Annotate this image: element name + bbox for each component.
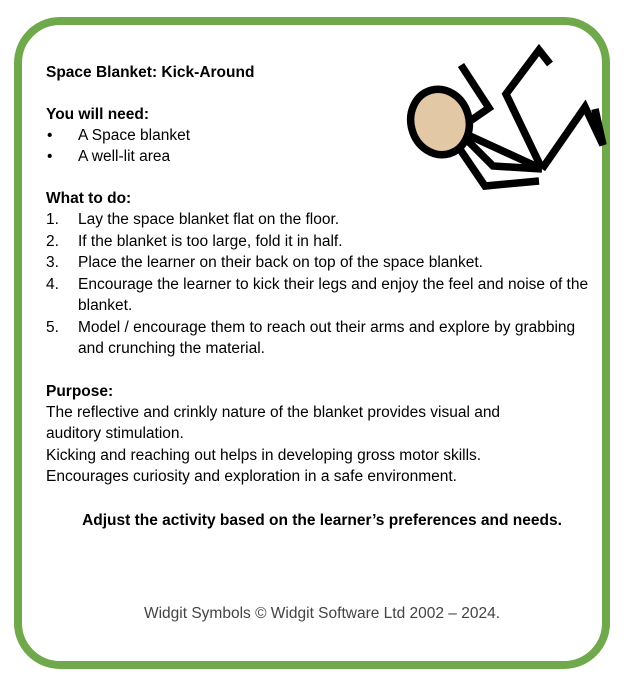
purpose-heading: Purpose: [46,382,114,400]
list-item [46,231,598,253]
purpose-line: Encourages curiosity and exploration in a safe environment. [46,468,457,485]
step-text: If the blanket is too large, fold it in half. [78,232,343,250]
list-item [46,274,598,317]
you-will-need-heading: You will need: [46,106,150,123]
spacer [46,360,598,381]
step-number: 2. [46,232,59,250]
page-title: Space Blanket: Kick-Around [46,64,255,81]
materials-list [46,125,598,167]
list-item [46,252,598,274]
steps-list [46,209,598,360]
step-number: 4. [46,275,59,293]
step-number: 1. [46,211,59,228]
list-item [46,209,598,231]
step-text: Lay the space blanket flat on the floor. [78,211,340,228]
step-number: 3. [46,254,59,271]
list-item-label: A Space blanket [78,127,191,144]
list-item [46,317,598,360]
purpose-line: The reflective and crinkly nature of the blanket provides visual and [46,403,501,421]
bullet-icon: • [47,127,53,144]
step-number: 5. [46,318,59,336]
purpose-line: auditory stimulation. [46,425,184,442]
spacer [46,167,598,188]
bullet-icon: • [47,148,53,165]
spacer [46,83,598,104]
step-text: Encourage the learner to kick their legs and enjoy the feel and noise of the blanket. [78,275,589,314]
step-text: Model / encourage them to reach out their arms and explore by grabbing and crunching the material. [78,318,576,357]
purpose-line: Kicking and reaching out helps in developing gross motor skills. [46,446,482,464]
adjust-activity-note: Adjust the activity based on the learner’s preferences and needs. [82,511,562,529]
copyright-credit: Widgit Symbols © Widgit Software Ltd 2002 – 2024. [143,605,501,622]
card-text-column [46,62,598,532]
what-to-do-heading: What to do: [46,190,132,207]
step-text: Place the learner on their back on top of the space blanket. [78,254,483,271]
list-item-label: A well-lit area [78,148,171,165]
list-item [46,125,598,146]
list-item [46,146,598,167]
